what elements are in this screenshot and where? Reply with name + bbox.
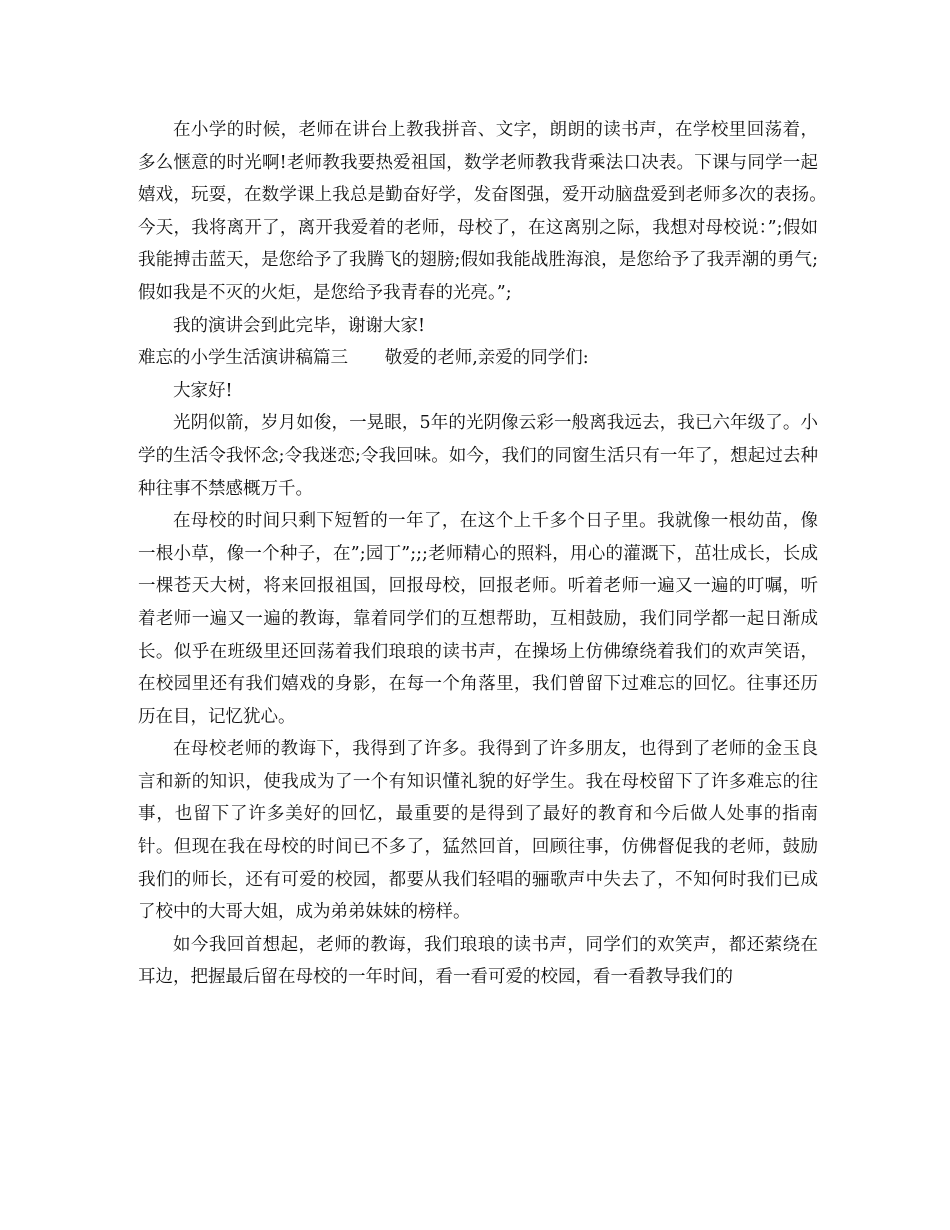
paragraph-memories: 在小学的时候，老师在讲台上教我拼音、文字，朗朗的读书声，在学校里回荡着，多么惬意的时光啊!老师教我要热爱祖国，数学老师教我背乘法口决表。下课与同学一起嬉戏，玩耍，在数学课上我总是勤奋好学，发奋图强，爱开动脑盘爱到老师多次的表扬。 今天，我将离开了，离开我爱着的老师，母校了，在这离别之际，我想对母校说：”;假如我能搏击蓝天，是您给予了我腾飞的翅膀;假如我能战胜海浪，是您给予了我弄潮的勇气;假如我是不灭的火炬，是您给予我青春的光亮。”;	[138, 120, 836, 303]
document-page	[138, 114, 836, 994]
paragraph-teachings: 在母校老师的教诲下，我得到了许多。我得到了许多朋友，也得到了老师的金玉良言和新的知识，使我成为了一个有知识懂礼貌的好学生。我在母校留下了许多难忘的往事，也留下了许多美好的回忆，最重要的是得到了最好的教育和今后做人处事的指南针。但现在我在母校的时间已不多了，猛然回首，回顾往事，仿佛督促我的老师，鼓励我们的师长，还有可爱的校园，都要从我们轻唱的骊歌声中失去了，不知何时我们已成了校中的大哥大姐，成为弟弟妹妹的榜样。	[138, 739, 818, 923]
paragraph-greeting: 大家好!	[173, 380, 233, 401]
paragraph-time-flies: 光阴似箭，岁月如俊，一晃眼，5年的光阴像云彩一般离我远去，我已六年级了。小学的生活令我怀念;令我迷恋;令我回味。如今，我们的同窗生活只有一年了，想起过去种种往事不禁感概万千。	[138, 413, 818, 499]
paragraph-closing: 我的演讲会到此完毕，谢谢大家!	[173, 315, 426, 336]
section-heading-line	[138, 342, 818, 375]
paragraph-growth: 在母校的时间只剩下短暂的一年了，在这个上千多个日子里。我就像一根幼苗，像一根小草，像一个种子，在”;园丁”;;;老师精心的照料，用心的灌溉下，茁壮成长，长成一棵苍天大树，将来回报祖国，回报母校，回报老师。听着老师一遍又一遍的叮嘱，听着老师一遍又一遍的教诲，靠着同学们的互想帮助，互相鼓励，我们同学都一起日渐成长。似乎在班级里还回荡着我们琅琅的读书声，在操场上仿佛缭绕着我们的欢声笑语，在校园里还有我们嬉戏的身影，在每一个角落里，我们曾留下过难忘的回忆。往事还历历在目，记忆犹心。	[138, 511, 818, 727]
section-title: 难忘的小学生活演讲稿篇三	[138, 348, 348, 369]
salutation: 敬爱的老师,亲爱的同学们:	[384, 348, 589, 369]
paragraph-reflection: 如今我回首想起，老师的教诲，我们琅琅的读书声，同学们的欢笑声，都还萦绕在耳边，把握最后留在母校的一年时间，看一看可爱的校园，看一看教导我们的	[138, 934, 818, 988]
